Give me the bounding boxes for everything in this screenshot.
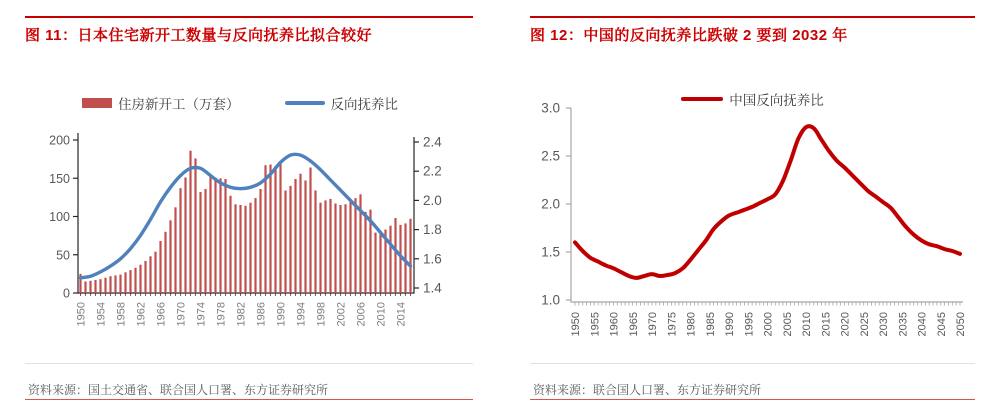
fig11-x-tick-label: 1954 <box>95 302 108 327</box>
fig12-y-tick-label: 2.5 <box>541 148 560 164</box>
fig11-left-tick-label: 0 <box>63 286 70 301</box>
fig11-x-tick-label: 1978 <box>215 302 228 327</box>
fig12-y-tick-label: 1.0 <box>541 292 560 308</box>
fig11-right-tick-label: 2.2 <box>423 163 442 179</box>
fig12-axis-frame <box>571 108 963 302</box>
fig12-x-tick-label: 2020 <box>839 312 852 337</box>
fig11-right-tick-label: 2.4 <box>423 134 442 150</box>
fig12-chart-china-dependency <box>500 100 1000 362</box>
fig11-title: 图 11：日本住宅新开工数量与反向抚养比拟合较好 <box>25 27 373 44</box>
fig12-x-tick-label: 1955 <box>589 312 602 337</box>
fig12-year-ticks <box>575 302 960 306</box>
fig11-right-tick-label: 1.4 <box>423 280 442 296</box>
fig11-right-tick-label: 2.0 <box>423 192 442 208</box>
fig11-bottom-rule <box>25 399 473 400</box>
fig12-bottom-rule <box>530 399 975 400</box>
fig11-legend-bar-swatch <box>82 98 112 108</box>
fig12-x-tick-label: 2050 <box>955 312 967 337</box>
fig12-title: 图 12：中国的反向抚养比跌破 2 要到 2032 年 <box>530 27 848 44</box>
fig11-x-tick-label: 2002 <box>335 302 348 327</box>
fig11-housing-starts-bars <box>79 151 411 293</box>
fig12-y-tick-label: 3.0 <box>541 100 560 116</box>
fig12-x-tick-label: 1975 <box>666 312 679 337</box>
fig11-legend-line-label: 反向抚养比 <box>330 97 398 112</box>
fig11-legend <box>25 93 455 113</box>
fig11-x-tick-label: 2006 <box>355 302 368 327</box>
fig12-divider <box>530 363 975 364</box>
fig12-x-tick-label: 1970 <box>647 312 659 337</box>
fig12-x-tick-label: 2005 <box>781 312 794 337</box>
fig12-x-tick-label: 1980 <box>685 312 698 337</box>
fig11-legend-line-item <box>285 93 399 113</box>
fig12-x-tick-label: 1950 <box>570 312 582 337</box>
fig12-y-tick-label: 1.5 <box>541 244 560 260</box>
fig11-x-tick-label: 1966 <box>155 302 168 327</box>
fig12-x-tick-label: 1990 <box>724 312 736 337</box>
fig12-x-tick-label: 1985 <box>704 312 717 337</box>
fig11-x-tick-label: 1982 <box>235 302 248 327</box>
fig11-x-tick-label: 1994 <box>295 302 308 327</box>
fig11-x-tick-label: 1986 <box>255 302 268 327</box>
fig12-x-tick-label: 1960 <box>608 312 621 337</box>
fig11-x-tick-label: 1958 <box>115 302 128 327</box>
fig12-x-tick-label: 2040 <box>916 312 929 337</box>
fig11-legend-line-swatch <box>285 101 325 105</box>
fig12-x-tick-label: 2025 <box>858 312 871 337</box>
fig11-x-tick-label: 1970 <box>175 302 188 327</box>
fig11-source: 资料来源：国土交通省、联合国人口署、东方证券研究所 <box>28 383 329 397</box>
fig11-chart-japan-housing-vs-dependency <box>0 125 500 365</box>
fig12-china-dependency-line <box>575 126 960 278</box>
fig11-left-tick-label: 50 <box>56 248 70 263</box>
fig12-x-tick-label: 2045 <box>935 312 948 337</box>
fig11-top-rule <box>25 16 473 18</box>
fig11-x-tick-label: 1950 <box>75 302 88 327</box>
fig11-right-tick-label: 1.6 <box>423 251 442 267</box>
fig11-left-tick-label: 200 <box>49 133 70 148</box>
fig12-x-tick-label: 2030 <box>878 312 890 337</box>
fig12-y-tick-label: 2.0 <box>541 196 560 212</box>
fig12-x-tick-label: 1965 <box>627 312 640 337</box>
fig11-x-tick-label: 1962 <box>135 302 148 327</box>
fig11-legend-bar-label: 住房新开工（万套） <box>118 97 240 112</box>
fig12-source: 资料来源：联合国人口署、东方证券研究所 <box>533 383 762 397</box>
fig11-left-tick-label: 100 <box>49 210 70 224</box>
fig11-divider <box>25 363 473 364</box>
fig12-x-tick-label: 2035 <box>897 312 910 337</box>
fig11-x-tick-label: 2010 <box>375 302 388 327</box>
figure-12 <box>500 0 1000 417</box>
fig11-right-tick-label: 1.8 <box>423 222 442 238</box>
fig11-x-tick-label: 2014 <box>395 302 408 327</box>
fig11-x-tick-label: 1998 <box>315 302 328 327</box>
fig11-legend-bar-item <box>82 93 240 113</box>
fig12-top-rule <box>530 16 975 18</box>
fig12-legend-line-label: 中国反向抚养比 <box>729 93 824 108</box>
fig12-x-tick-label: 1995 <box>743 312 756 337</box>
fig12-x-tick-label: 2010 <box>801 312 813 337</box>
fig12-x-tick-label: 2000 <box>762 312 775 337</box>
fig12-x-tick-label: 2015 <box>820 312 833 337</box>
fig11-left-tick-label: 150 <box>49 171 70 186</box>
fig11-x-tick-label: 1974 <box>195 302 208 327</box>
fig11-x-tick-label: 1990 <box>275 302 288 327</box>
